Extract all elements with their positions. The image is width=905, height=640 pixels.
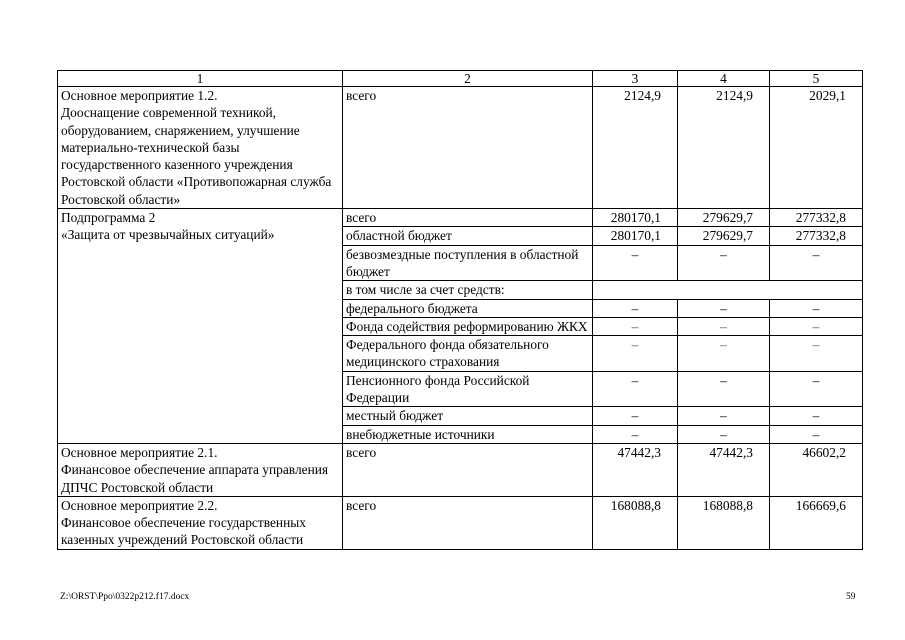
footer-file-path: Z:\ORST\Ppo\0322p212.f17.docx (60, 592, 190, 602)
sub2-source: внебюджетные источники (343, 425, 593, 443)
measure-2-2-value-4: 168088,8 (678, 496, 770, 549)
measure-1-2-title: Основное мероприятие 1.2. Дооснащение современной техникой, оборудованием, снаряжением, улучшение материально-технической базы государственного казенного учреждения Ростовской области «Противопожарная служба Ростовской области» (58, 87, 343, 209)
measure-2-2-source: всего (343, 496, 593, 549)
measure-2-2-value-5: 166669,6 (770, 496, 863, 549)
sub2-value-3: – (593, 336, 678, 372)
sub2-value-3: – (593, 407, 678, 425)
sub2-value-3: – (593, 371, 678, 407)
sub2-value-4: – (678, 407, 770, 425)
sub2-source: безвозмездные поступления в областной бюджет (343, 245, 593, 281)
sub2-value-5: – (770, 407, 863, 425)
footer-page-number: 59 (846, 592, 856, 602)
sub2-source: в том числе за счет средств: (343, 281, 593, 299)
header-col-5: 5 (770, 71, 863, 87)
sub2-value-4: – (678, 317, 770, 335)
table-row-measure-2-1 (58, 443, 863, 496)
header-col-4: 4 (678, 71, 770, 87)
sub2-value-3: 280170,1 (593, 227, 678, 245)
sub2-value-4: 279629,7 (678, 209, 770, 227)
sub2-value-5: – (770, 371, 863, 407)
header-col-1: 1 (58, 71, 343, 87)
sub2-source: Пенсионного фонда Российской Федерации (343, 371, 593, 407)
measure-1-2-value-3: 2124,9 (593, 87, 678, 209)
measure-2-2-title: Основное мероприятие 2.2. Финансовое обеспечение государственных казенных учреждений Ростовской области (58, 496, 343, 549)
sub2-merged-empty (593, 281, 863, 299)
sub2-value-4: – (678, 299, 770, 317)
header-row (58, 71, 863, 87)
sub2-source: федерального бюджета (343, 299, 593, 317)
sub2-value-5: – (770, 245, 863, 281)
sub2-value-3: – (593, 317, 678, 335)
sub2-source: областной бюджет (343, 227, 593, 245)
sub2-value-5: – (770, 317, 863, 335)
sub2-source: всего (343, 209, 593, 227)
measure-1-2-source: всего (343, 87, 593, 209)
sub2-value-4: – (678, 371, 770, 407)
sub2-value-4: – (678, 336, 770, 372)
sub2-value-5: – (770, 336, 863, 372)
measure-2-1-value-3: 47442,3 (593, 443, 678, 496)
table-row-measure-1-2 (58, 87, 863, 209)
sub2-value-5: 277332,8 (770, 227, 863, 245)
sub2-source: Федерального фонда обязательного медицинского страхования (343, 336, 593, 372)
table-row-sub2-total (58, 209, 863, 227)
measure-2-1-source: всего (343, 443, 593, 496)
sub2-value-3: – (593, 425, 678, 443)
subprogram-2-title: Подпрограмма 2 «Защита от чрезвычайных ситуаций» (58, 209, 343, 444)
sub2-source: местный бюджет (343, 407, 593, 425)
sub2-value-3: 280170,1 (593, 209, 678, 227)
table-row-measure-2-2 (58, 496, 863, 549)
sub2-value-5: – (770, 299, 863, 317)
sub2-value-3: – (593, 245, 678, 281)
sub2-value-4: – (678, 245, 770, 281)
measure-2-1-value-4: 47442,3 (678, 443, 770, 496)
measure-1-2-value-4: 2124,9 (678, 87, 770, 209)
sub2-value-4: – (678, 425, 770, 443)
measure-1-2-value-5: 2029,1 (770, 87, 863, 209)
measure-2-2-value-3: 168088,8 (593, 496, 678, 549)
sub2-value-5: 277332,8 (770, 209, 863, 227)
measure-2-1-title: Основное мероприятие 2.1. Финансовое обеспечение аппарата управления ДПЧС Ростовской области (58, 443, 343, 496)
sub2-source: Фонда содействия реформированию ЖКХ (343, 317, 593, 335)
measure-2-1-value-5: 46602,2 (770, 443, 863, 496)
sub2-value-5: – (770, 425, 863, 443)
sub2-value-3: – (593, 299, 678, 317)
sub2-value-4: 279629,7 (678, 227, 770, 245)
header-col-3: 3 (593, 71, 678, 87)
header-col-2: 2 (343, 71, 593, 87)
budget-table (57, 70, 863, 550)
